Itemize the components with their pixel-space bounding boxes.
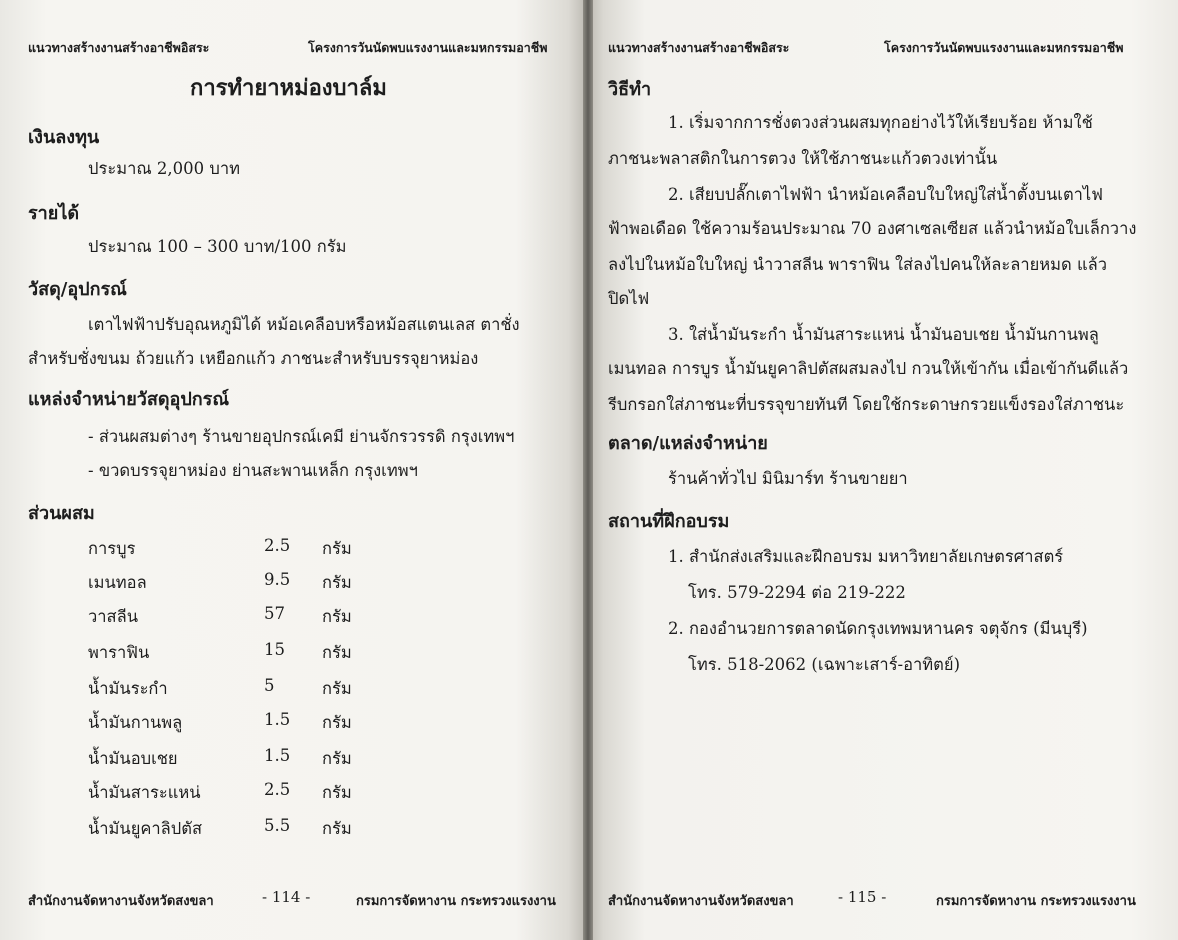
right-page: [586, 0, 1178, 940]
left-footer-right: กรมการจัดหางาน กระทรวงแรงงาน: [356, 894, 556, 909]
method-line: เมนทอล การบูร น้ำมันยูคาลิปตัสผสมลงไป กวนให้เข้ากัน เมื่อเข้ากันดีแล้ว: [608, 359, 1129, 378]
ingredient-amount: 2.5: [264, 536, 291, 555]
ingredient-name: น้ำมันระกำ: [88, 679, 168, 698]
right-header-right: โครงการวันนัดพบแรงงานและมหกรรมอาชีพ: [884, 40, 1124, 55]
training-line: โทร. 518-2062 (เฉพาะเสาร์-อาทิตย์): [688, 655, 961, 674]
method-line: ลงไปในหม้อใบใหญ่ นำวาสลีน พาราฟิน ใส่ลงไปคนให้ละลายหมด แล้ว: [608, 255, 1108, 274]
ingredient-unit: กรัม: [322, 749, 352, 768]
income-text: ประมาณ 100 – 300 บาท/100 กรัม: [88, 237, 347, 256]
right-footer-left: สำนักงานจัดหางานจังหวัดสงขลา: [608, 894, 794, 909]
ingredient-unit: กรัม: [322, 573, 352, 592]
ingredient-amount: 2.5: [264, 780, 291, 799]
ingredients-heading: ส่วนผสม: [28, 503, 95, 524]
ingredient-name: น้ำมันสาระแหน่: [88, 783, 201, 802]
left-header-left: แนวทางสร้างงานสร้างอาชีพอิสระ: [28, 40, 210, 55]
ingredient-unit: กรัม: [322, 713, 352, 732]
right-header-left: แนวทางสร้างงานสร้างอาชีพอิสระ: [608, 40, 790, 55]
ingredient-name: น้ำมันอบเชย: [88, 749, 178, 768]
training-line: 1. สำนักส่งเสริมและฝึกอบรม มหาวิทยาลัยเกษตรศาสตร์: [668, 547, 1064, 566]
method-heading: วิธีทำ: [608, 79, 652, 100]
left-header-right: โครงการวันนัดพบแรงงานและมหกรรมอาชีพ: [308, 40, 548, 55]
ingredient-amount: 9.5: [264, 570, 291, 589]
ingredient-unit: กรัม: [322, 607, 352, 626]
investment-text: ประมาณ 2,000 บาท: [88, 159, 240, 178]
book-spine: [583, 0, 593, 940]
method-line: ปิดไฟ: [608, 289, 650, 308]
ingredient-name: น้ำมันยูคาลิปตัส: [88, 819, 203, 838]
left-page: [0, 0, 586, 940]
ingredient-name: น้ำมันกานพลู: [88, 713, 183, 732]
sources-heading: แหล่งจำหน่ายวัสดุอุปกรณ์: [28, 389, 230, 410]
income-heading: รายได้: [28, 203, 80, 224]
method-line: 1. เริ่มจากการชั่งตวงส่วนผสมทุกอย่างไว้ให้เรียบร้อย ห้ามใช้: [668, 113, 1093, 132]
left-footer-left: สำนักงานจัดหางานจังหวัดสงขลา: [28, 894, 214, 909]
ingredient-amount: 5: [264, 676, 275, 695]
market-text: ร้านค้าทั่วไป มินิมาร์ท ร้านขายยา: [668, 469, 908, 488]
ingredient-unit: กรัม: [322, 783, 352, 802]
investment-heading: เงินลงทุน: [28, 127, 100, 148]
right-footer-right: กรมการจัดหางาน กระทรวงแรงงาน: [936, 894, 1136, 909]
ingredient-amount: 1.5: [264, 710, 291, 729]
ingredient-name: พาราฟิน: [88, 643, 150, 662]
ingredient-name: วาสลีน: [88, 607, 138, 626]
materials-line-2: สำหรับชั่งขนม ถ้วยแก้ว เหยือกแก้ว ภาชนะสำหรับบรรจุยาหม่อง: [28, 349, 479, 368]
materials-heading: วัสดุ/อุปกรณ์: [28, 279, 127, 300]
method-line: 3. ใส่น้ำมันระกำ น้ำมันสาระแหน่ น้ำมันอบเชย น้ำมันกานพลู: [668, 325, 1099, 344]
ingredient-unit: กรัม: [322, 643, 352, 662]
ingredient-name: การบูร: [88, 539, 136, 558]
ingredient-unit: กรัม: [322, 679, 352, 698]
method-line: 2. เสียบปลั๊กเตาไฟฟ้า นำหม้อเคลือบใบใหญ่ใส่น้ำตั้งบนเตาไฟ: [668, 185, 1103, 204]
training-heading: สถานที่ฝึกอบรม: [608, 511, 730, 532]
ingredient-unit: กรัม: [322, 539, 352, 558]
source-item: - ขวดบรรจุยาหม่อง ย่านสะพานเหล็ก กรุงเทพฯ: [88, 461, 418, 480]
source-item: - ส่วนผสมต่างๆ ร้านขายอุปกรณ์เคมี ย่านจักรวรรดิ กรุงเทพฯ: [88, 427, 515, 446]
page-number-114: - 114 -: [262, 888, 311, 906]
ingredient-amount: 15: [264, 640, 285, 659]
ingredient-unit: กรัม: [322, 819, 352, 838]
training-line: โทร. 579-2294 ต่อ 219-222: [688, 583, 906, 602]
market-heading: ตลาด/แหล่งจำหน่าย: [608, 433, 768, 454]
method-line: ภาชนะพลาสติกในการตวง ให้ใช้ภาชนะแก้วตวงเท่านั้น: [608, 149, 998, 168]
ingredient-name: เมนทอล: [88, 573, 147, 592]
method-line: ฟ้าพอเดือด ใช้ความร้อนประมาณ 70 องศาเซลเซียส แล้วนำหม้อใบเล็กวาง: [608, 219, 1137, 238]
ingredient-amount: 5.5: [264, 816, 291, 835]
training-line: 2. กองอำนวยการตลาดนัดกรุงเทพมหานคร จตุจักร (มีนบุรี): [668, 619, 1088, 638]
ingredient-amount: 57: [264, 604, 285, 623]
page-title: การทำยาหม่องบาล์ม: [190, 75, 387, 101]
ingredient-amount: 1.5: [264, 746, 291, 765]
method-line: รีบกรอกใส่ภาชนะที่บรรจุขายทันที โดยใช้กระดาษกรวยแข็งรองใส่ภาชนะ: [608, 395, 1125, 414]
materials-line-1: เตาไฟฟ้าปรับอุณหภูมิได้ หม้อเคลือบหรือหม้อสแตนเลส ตาชั่ง: [88, 315, 520, 334]
page-number-115: - 115 -: [838, 888, 887, 906]
